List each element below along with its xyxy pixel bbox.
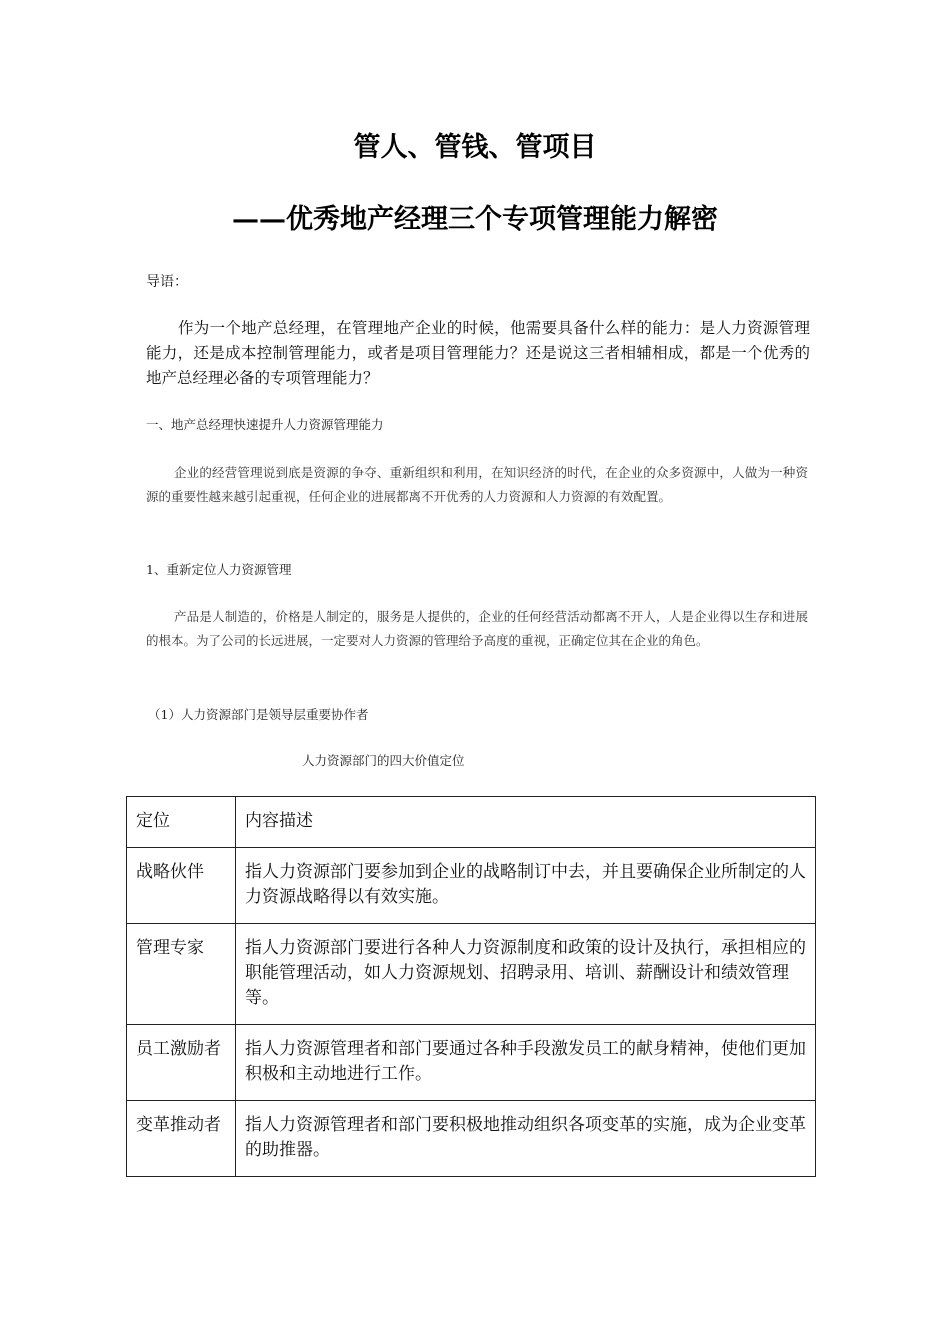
table-header-description: 内容描述	[236, 797, 816, 848]
subsection1-heading: 1、重新定位人力资源管理	[146, 562, 292, 577]
document-subtitle: ——优秀地产经理三个专项管理能力解密	[232, 204, 718, 235]
section1-paragraph: 企业的经营管理说到底是资源的争夺、重新组织和利用，在知识经济的时代，在企业的众多资源中，人做为一种资源的重要性越来越引起重视，任何企业的进展都离不开优秀的人力资源和人力资源的有效配置。	[146, 465, 808, 504]
subsection1-paragraph: 产品是人制造的，价格是人制定的，服务是人提供的，企业的任何经营活动都离不开人，人是企业得以生存和进展的根本。为了公司的长远进展，一定要对人力资源的管理给予高度的重视，正确定位其在企业的角色。	[146, 609, 808, 648]
table-header-position: 定位	[127, 797, 236, 848]
table-header-row	[127, 797, 816, 848]
document-title: 管人、管钱、管项目	[353, 132, 597, 163]
row-position: 员工激励者	[127, 1025, 236, 1101]
table-caption: 人力资源部门的四大价值定位	[302, 753, 465, 768]
row-description: 指人力资源部门要参加到企业的战略制订中去，并且要确保企业所制定的人力资源战略得以有效实施。	[236, 848, 816, 924]
value-positioning-table	[126, 796, 816, 1177]
table-row	[127, 1101, 816, 1177]
row-description: 指人力资源管理者和部门要通过各种手段激发员工的献身精神，使他们更加积极和主动地进行工作。	[236, 1025, 816, 1101]
point1-heading: （1）人力资源部门是领导层重要协作者	[148, 707, 369, 722]
intro-paragraph: 作为一个地产总经理，在管理地产企业的时候，他需要具备什么样的能力：是人力资源管理能力，还是成本控制管理能力，或者是项目管理能力？还是说这三者相辅相成，都是一个优秀的地产总经理必备的专项管理能力？	[146, 319, 810, 387]
section1-heading: 一、地产总经理快速提升人力资源管理能力	[146, 417, 384, 432]
row-description: 指人力资源部门要进行各种人力资源制度和政策的设计及执行，承担相应的职能管理活动，如人力资源规划、招聘录用、培训、薪酬设计和绩效管理等。	[236, 924, 816, 1025]
table-row	[127, 848, 816, 924]
table-row	[127, 924, 816, 1025]
row-position: 战略伙伴	[127, 848, 236, 924]
row-position: 变革推动者	[127, 1101, 236, 1177]
row-position: 管理专家	[127, 924, 236, 1025]
row-description: 指人力资源管理者和部门要积极地推动组织各项变革的实施，成为企业变革的助推器。	[236, 1101, 816, 1177]
intro-label: 导语：	[146, 274, 188, 290]
table-row	[127, 1025, 816, 1101]
